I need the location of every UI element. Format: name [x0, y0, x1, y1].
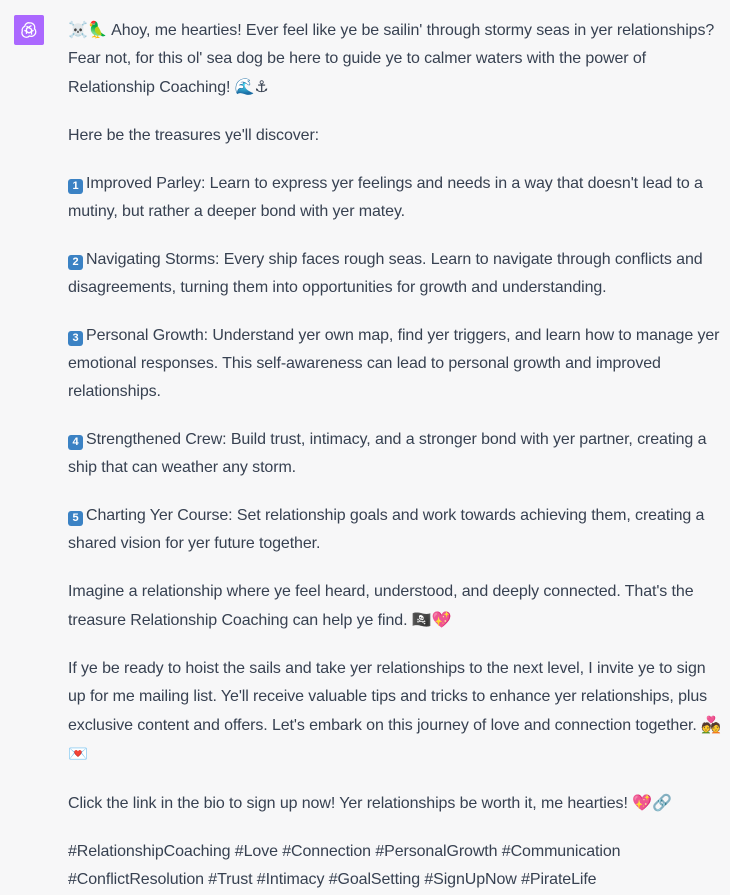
invite-text: If ye be ready to hoist the sails and take yer relationships to the next level, I invite ye to sign up for me mailing list. Ye'll receive valuable tips and tricks to enhance yer relationships, plus exclusive content and offers. Let's embark on this journey of love and connection together.	[68, 660, 708, 734]
list-item	[68, 502, 723, 558]
invite-paragraph	[68, 655, 723, 769]
list-item-text: Navigating Storms: Every ship faces rough seas. Learn to navigate through conflicts and disagreements, turning them into opportunities for growth and understanding.	[68, 251, 703, 296]
imagine-text: Imagine a relationship where ye feel heard, understood, and deeply connected. That's the treasure Relationship Coaching can help ye find.	[68, 583, 694, 629]
intro-text: Ahoy, me hearties! Ever feel like ye be sailin' through stormy seas in yer relationships? Fear not, for this ol' sea dog be here to guide ye to calmer waters with the power of Relationship Coaching!	[68, 22, 715, 96]
heart-link-emoji: 💖🔗	[632, 793, 672, 812]
skull-parrot-emoji: ☠️🦜	[68, 20, 108, 39]
keycap-five-icon: 5	[68, 511, 83, 526]
pirate-flag-heart-emoji: 🏴‍☠️💖	[411, 610, 452, 629]
keycap-four-icon: 4	[68, 435, 83, 450]
list-item-text: Improved Parley: Learn to express yer feelings and needs in a way that doesn't lead to a mutiny, but rather a deeper bond with yer matey.	[68, 175, 703, 220]
message-content	[68, 16, 723, 894]
keycap-two-icon: 2	[68, 255, 83, 270]
list-item	[68, 170, 723, 226]
keycap-three-icon: 3	[68, 331, 83, 346]
list-item-text: Strengthened Crew: Build trust, intimacy, and a stronger bond with yer partner, creating a ship that can weather any storm.	[68, 431, 707, 476]
intro-paragraph	[68, 16, 723, 102]
list-item-text: Charting Yer Course: Set relationship goals and work towards achieving them, creating a shared vision for yer future together.	[68, 507, 705, 552]
imagine-paragraph	[68, 578, 723, 635]
list-item	[68, 426, 723, 482]
list-item	[68, 246, 723, 302]
wave-anchor-emoji: 🌊⚓	[234, 77, 269, 96]
openai-logo-icon	[19, 20, 39, 40]
couple-love-letter-emoji: 💑💌	[68, 715, 721, 763]
cta-text: Click the link in the bio to sign up now! Yer relationships be worth it, me hearties!	[68, 795, 628, 812]
assistant-avatar	[14, 15, 44, 45]
hashtags: #RelationshipCoaching #Love #Connection #PersonalGrowth #Communication #ConflictResolution #Trust #Intimacy #GoalSetting #SignUpNow #PirateLife	[68, 843, 621, 888]
keycap-one-icon: 1	[68, 179, 83, 194]
list-item	[68, 322, 723, 406]
list-item-text: Personal Growth: Understand yer own map, find yer triggers, and learn how to manage yer emotional responses. This self-awareness can lead to personal growth and improved relationships.	[68, 327, 720, 400]
cta-paragraph	[68, 789, 723, 818]
treasures-heading: Here be the treasures ye'll discover:	[68, 127, 320, 144]
